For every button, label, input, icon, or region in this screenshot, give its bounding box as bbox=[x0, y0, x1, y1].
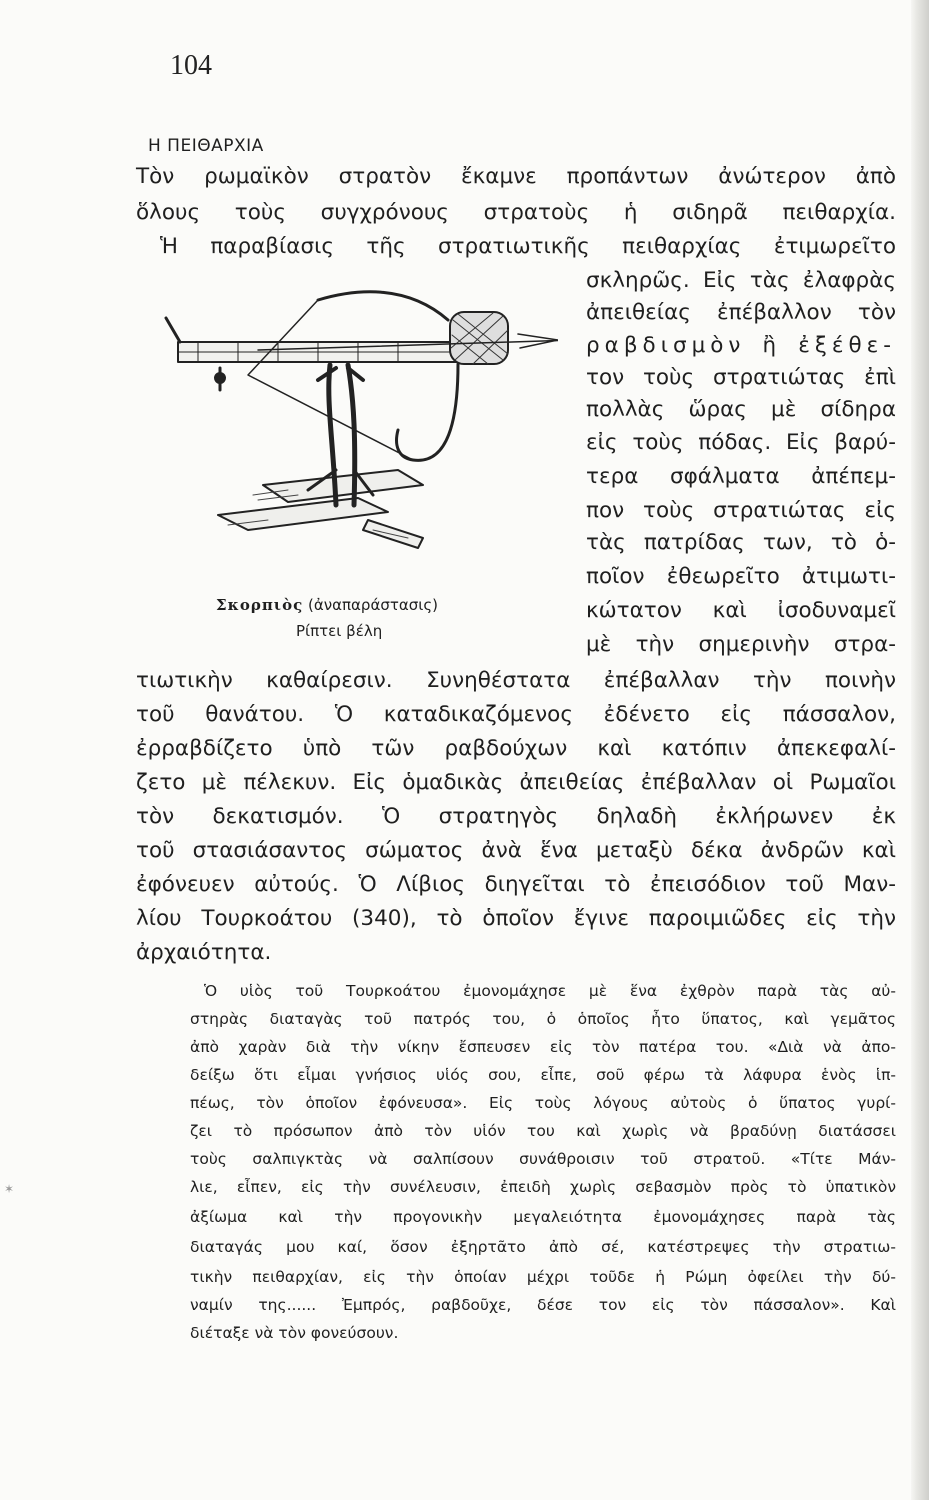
body-line: τιωτικὴν καθαίρεσιν. Συνηθέστατα ἐπέβαλλαν τὴν ποινὴν bbox=[136, 668, 896, 693]
body-line: τὸν δεκατισμόν. Ὁ στρατηγὸς δηλαδὴ ἐκλήρωνεν ἐκ bbox=[136, 804, 896, 829]
body-line: μὲ τὴν σημερινὴν στρα- bbox=[586, 632, 896, 657]
note-line: τικὴν πειθαρχίαν, εἰς τὴν ὁποίαν μέχρι τοῦδε ἡ Ρώμη ὀφείλει τὴν δύ- bbox=[190, 1268, 896, 1286]
note-line: ναμίν της...... Ἐμπρός, ραβδοῦχε, δέσε τον εἰς τὸν πάσσαλον». Καὶ bbox=[190, 1296, 896, 1314]
body-line: λίου Τουρκοάτου (340), τὸ ὁποῖον ἔγινε παροιμιῶδες εἰς τὴν bbox=[136, 906, 896, 931]
note-line: πέως, τὸν ὁποῖον ἐφόνευσα». Εἰς τοὺς λόγους αὐτοὺς ὁ ὕπατος γυρί- bbox=[190, 1094, 896, 1112]
note-line: στηρὰς διαταγὰς τοῦ πατρός του, ὁ ὁποῖος ἦτο ὕπατος, καὶ γεμᾶτος bbox=[190, 1010, 896, 1028]
note-line: τοὺς σαλπιγκτὰς νὰ σαλπίσουν συνάθροισιν τοῦ στρατοῦ. «Τίτε Μάν- bbox=[190, 1150, 896, 1168]
body-line: σκληρῶς. Εἰς τὰς ἐλαφρὰς bbox=[586, 268, 896, 293]
body-line: κώτατον καὶ ἰσοδυναμεῖ bbox=[586, 598, 896, 623]
figure-caption-note: (ἀναπαράστασις) bbox=[308, 596, 438, 614]
body-line: πολλὰς ὥρας μὲ σίδηρα bbox=[586, 397, 896, 422]
note-line: διέταξε νὰ τὸν φονεύσουν. bbox=[190, 1324, 399, 1342]
figure-caption bbox=[216, 596, 438, 614]
note-line: δείξω ὅτι εἶμαι γνήσιος υἱός σου, εἶπε, σοῦ φέρω τὰ λάφυρα ἑνὸς ἱπ- bbox=[190, 1066, 896, 1084]
body-line: Ἡ παραβίασις τῆς στρατιωτικῆς πειθαρχίας ἐτιμωρεῖτο bbox=[160, 234, 896, 259]
body-line: τὰς πατρίδας των, τὸ ὁ- bbox=[586, 530, 896, 555]
body-line: ἐφόνευεν αὐτούς. Ὁ Λίβιος διηγεῖται τὸ ἐπεισόδιον τοῦ Μαν- bbox=[136, 872, 896, 897]
scorpion-illustration bbox=[158, 280, 558, 595]
page-edge-shadow bbox=[911, 0, 929, 1500]
body-line: ἀρχαιότητα. bbox=[136, 940, 272, 965]
page-number: 104 bbox=[170, 50, 212, 81]
body-line: τερα σφάλματα ἀπέπεμ- bbox=[586, 464, 896, 489]
body-line: εἰς τοὺς πόδας. Εἰς βαρύ- bbox=[586, 430, 896, 455]
body-line: ποῖον ἐθεωρεῖτο ἀτιμωτι- bbox=[586, 564, 896, 589]
body-line: τον τοὺς στρατιώτας ἐπὶ bbox=[586, 365, 896, 390]
note-line: διαταγάς μου καί, ὅσον ἐξηρτᾶτο ἀπὸ σέ, κατέστρεψες τὴν στρατιω- bbox=[190, 1238, 896, 1256]
body-line: ὅλους τοὺς συγχρόνους στρατοὺς ἡ σιδηρᾶ πειθαρχία. bbox=[136, 200, 896, 225]
note-line: Ὁ υἱὸς τοῦ Τουρκοάτου ἐμονομάχησε μὲ ἕνα ἐχθρὸν παρὰ τὰς αὐ- bbox=[204, 982, 896, 1000]
body-line: ζετο μὲ πέλεκυν. Εἰς ὁμαδικὰς ἀπειθείας ἐπέβαλλαν οἱ Ρωμαῖοι bbox=[136, 770, 896, 795]
figure-caption-name: Σκορπιὸς bbox=[216, 596, 304, 614]
body-line: τοῦ στασιάσαντος σώματος ἀνὰ ἕνα μεταξὺ δέκα ἀνδρῶν καὶ bbox=[136, 838, 896, 863]
section-heading: Η ΠΕΙΘΑΡΧΙΑ bbox=[148, 136, 264, 156]
body-line: ἐρραβδίζετο ὑπὸ τῶν ραβδούχων καὶ κατόπιν ἀπεκεφαλί- bbox=[136, 736, 896, 761]
body-line-emphasis: ραβδισμὸν ἢ ἐξέθε- bbox=[586, 333, 896, 358]
body-line: τοῦ θανάτου. Ὁ καταδικαζόμενος ἐδένετο εἰς πάσσαλον, bbox=[136, 702, 896, 727]
body-line: πον τοὺς στρατιώτας εἰς bbox=[586, 498, 896, 523]
note-line: λιε, εἶπεν, εἰς τὴν συνέλευσιν, ἐπειδὴ χωρὶς σεβασμὸν πρὸς τὸ ὑπατικὸν bbox=[190, 1178, 896, 1196]
margin-mark: ✶ bbox=[4, 1182, 15, 1196]
note-line: ἀξίωμα καὶ τὴν προγονικὴν μεγαλειότητα ἐμονομάχησες παρὰ τὰς bbox=[190, 1208, 896, 1226]
note-line: ζει τὸ πρόσωπον ἀπὸ τὸν υἱόν του καὶ χωρὶς νὰ βραδύνῃ διατάσσει bbox=[190, 1122, 896, 1140]
body-line: Τὸν ρωμαϊκὸν στρατὸν ἔκαμνε προπάντων ἀνώτερον ἀπὸ bbox=[136, 164, 896, 189]
figure-caption-sub: Ρίπτει βέλη bbox=[296, 622, 383, 640]
body-line: ἀπειθείας ἐπέβαλλον τὸν bbox=[586, 300, 896, 325]
note-line: ἀπὸ χαρὰν διὰ τὴν νίκην ἔσπευσεν εἰς τὸν πατέρα του. «Διὰ νὰ ἀπο- bbox=[190, 1038, 896, 1056]
